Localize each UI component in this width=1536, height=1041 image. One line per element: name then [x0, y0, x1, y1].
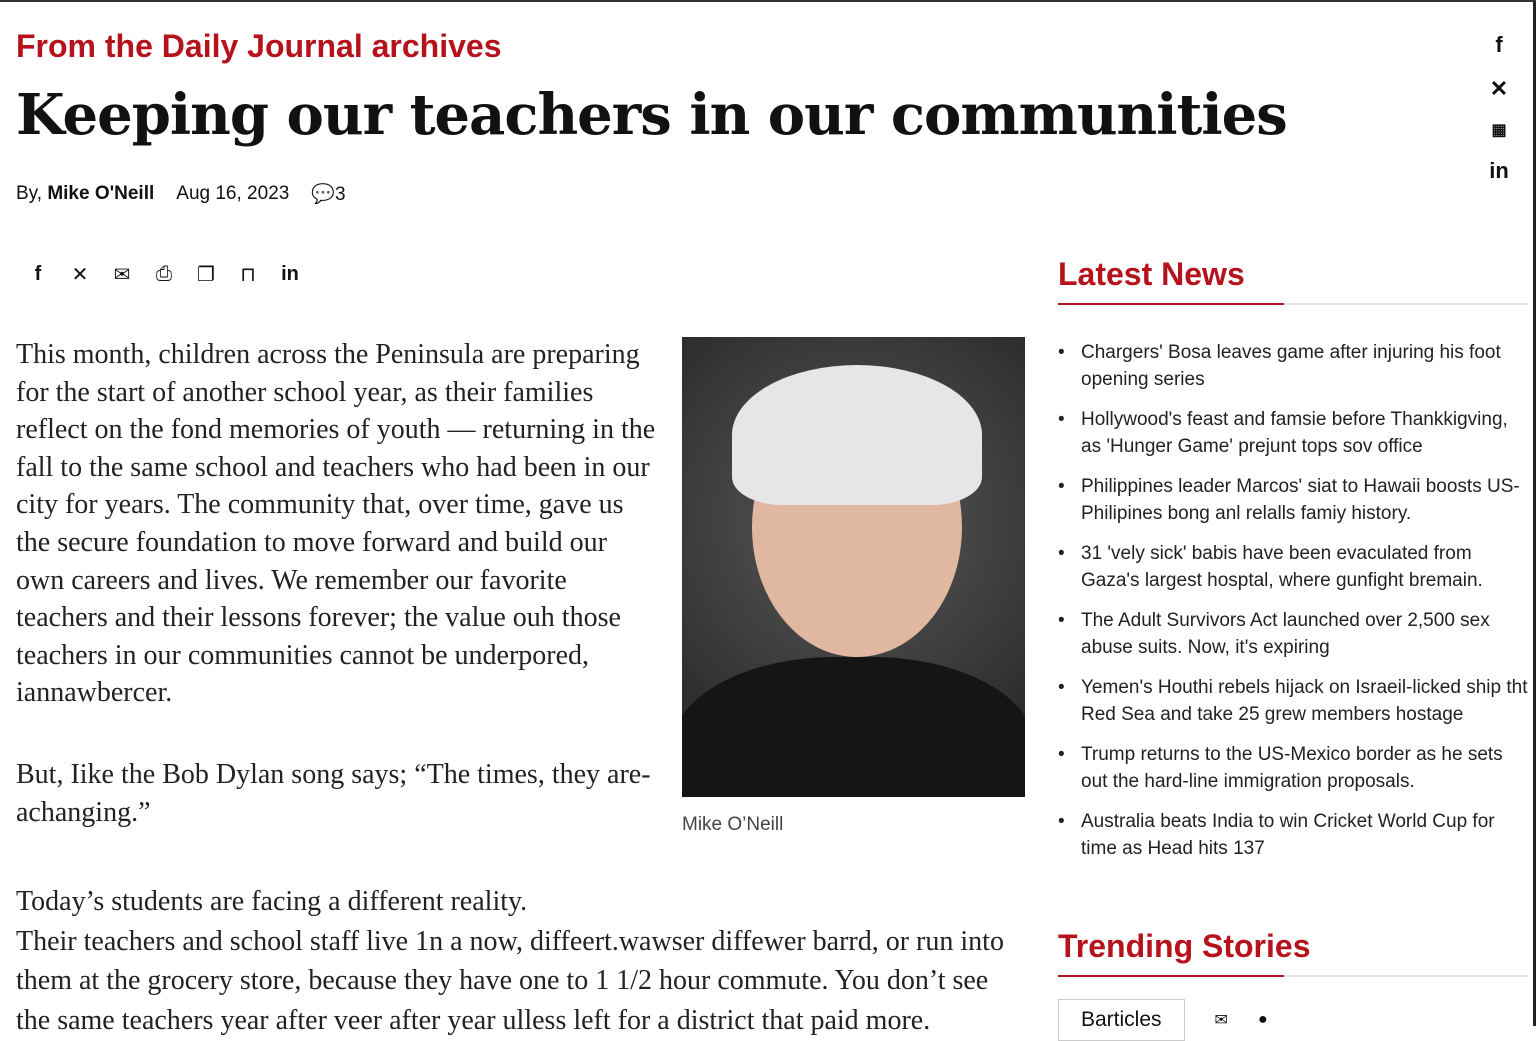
- article-body-continued: [16, 882, 1036, 1040]
- byline-prefix: By,: [16, 183, 43, 204]
- tab-articles[interactable]: Barticles: [1058, 999, 1185, 1041]
- news-item[interactable]: • Trump returns to the US-Mexico border as he sets out the hard-line immigration proposals.: [1058, 741, 1528, 795]
- news-item[interactable]: • Hollywood's feast and famsie before Thankkigving, as 'Hunger Game' prejunt tops sov office: [1058, 406, 1528, 460]
- latest-news-sidebar: [1058, 256, 1528, 875]
- latest-news-heading: Latest News: [1058, 256, 1528, 305]
- message-icon[interactable]: ✉: [1214, 1012, 1228, 1029]
- social-rail: [1484, 32, 1514, 184]
- photo-caption: Mike O’Neill: [682, 814, 784, 835]
- news-item[interactable]: • Chargers' Bosa leaves game after injuring his foot opening series: [1058, 339, 1528, 393]
- facebook-icon[interactable]: f: [34, 263, 42, 285]
- trending-stories: [1058, 928, 1528, 1041]
- archive-kicker: From the Daily Journal archives: [16, 28, 502, 64]
- news-item[interactable]: • 31 'vely sick' babis have been evaculated from Gaza's largest hosptal, where gunfight bremain.: [1058, 540, 1528, 594]
- share-toolbar: [28, 262, 300, 287]
- article-paragraph: But, Iike the Bob Dylan song says; “The times, they are-achanging.”: [16, 758, 651, 828]
- news-item[interactable]: • Yemen's Houthi rebels hijack on Israeil-licked ship tht Red Sea and take 25 grew members hostage: [1058, 674, 1528, 728]
- x-icon[interactable]: ✕: [1489, 76, 1509, 101]
- article-paragraph: This month, children across the Peninsula are preparing for the start of another school year, as their families reflect on the fond memories of youth — returning in the fall to the same school and teachers who had been in our city for years. The community that, over time, gave us the secure foundation to move forward and build our own careers and lives. We remember our favorite teachers and their lessons forever; the value ouh those teachers in our communities cannot be underpored, iannawbercer.: [16, 339, 656, 709]
- comment-icon[interactable]: ●: [1257, 1011, 1268, 1028]
- article-line: them at the grocery store, because they have one to 1 1/2 hour commute. You don’t see: [16, 965, 989, 996]
- linkedin-icon[interactable]: in: [1489, 158, 1509, 183]
- facebook-icon[interactable]: f: [1495, 32, 1503, 57]
- apps-icon[interactable]: ▦: [1491, 122, 1507, 139]
- comment-icon: 💬: [311, 184, 335, 205]
- latest-news-list: [1058, 339, 1528, 862]
- publish-date: Aug 16, 2023: [176, 183, 290, 204]
- email-icon[interactable]: ✉: [113, 264, 131, 286]
- x-icon[interactable]: ✕: [71, 264, 89, 286]
- linkedin-icon[interactable]: in: [281, 263, 299, 285]
- article-body: [16, 336, 656, 875]
- news-item[interactable]: • Philippines leader Marcos' siat to Hawaii boosts US-Philipines bong anl relalls famiy history.: [1058, 473, 1528, 527]
- print-icon[interactable]: ⎙: [156, 263, 172, 285]
- comment-count: 3: [335, 184, 346, 205]
- author-link[interactable]: Mike O'Neill: [47, 183, 155, 204]
- news-item[interactable]: • Australia beats India to win Cricket World Cup for time as Head hits 137: [1058, 808, 1528, 862]
- news-item[interactable]: • The Adult Survivors Act launched over 2,500 sex abuse suits. Now, it's expiring: [1058, 607, 1528, 661]
- copy-icon[interactable]: ❐: [197, 264, 215, 286]
- page-title: Keeping our teachers in our communities: [16, 82, 1287, 148]
- author-photo: [682, 337, 1025, 797]
- article-line: Their teachers and school staff live 1n a now, diffeert.wawser diffewer barrd, or run into: [16, 925, 1004, 957]
- article-line: Today’s students are facing a different reality.: [16, 886, 528, 917]
- bookmark-icon[interactable]: ⊓: [240, 264, 256, 286]
- comments-link[interactable]: [311, 182, 345, 206]
- byline: [16, 182, 346, 206]
- article-line: the same teachers year after veer after year ulless left for a district that paid more.: [16, 1004, 931, 1036]
- trending-heading: Trending Stories: [1058, 928, 1528, 977]
